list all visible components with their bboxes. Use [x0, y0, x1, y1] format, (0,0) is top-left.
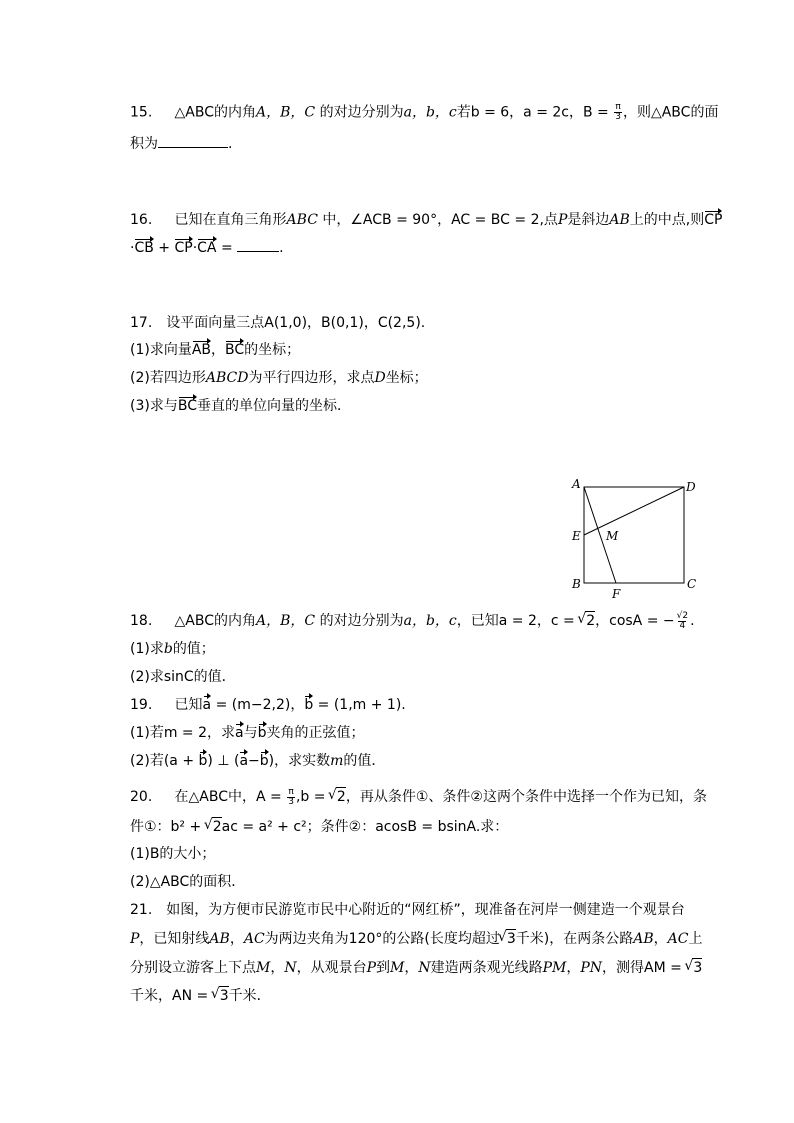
- text: 夹角的正弦值；: [266, 725, 365, 741]
- vector-b: b: [257, 725, 267, 741]
- problem-number: 19.: [130, 697, 153, 713]
- var-b: b: [163, 641, 173, 657]
- text: = (m−2,2)，: [211, 697, 305, 713]
- text: △ABC的内角: [174, 613, 257, 629]
- point-m: M: [256, 960, 271, 976]
- vector-ab: AB: [191, 342, 212, 358]
- text: 件①：b² +: [130, 819, 206, 835]
- vector-cb: CB: [134, 240, 154, 256]
- dot-operator: ·: [130, 240, 135, 256]
- text: (1)求: [130, 641, 164, 657]
- problem-18-q2: [130, 668, 236, 686]
- text: ，已知射线: [139, 931, 210, 947]
- fraction-denominator: 3: [615, 112, 621, 122]
- text: 17. 设平面向量三点A(1,0)，B(0,1)，C(2,5).: [130, 315, 426, 331]
- problem-19-line-1: [130, 696, 406, 714]
- sqrt-radicand: √ 2: [585, 611, 595, 630]
- segment-ab: AB: [609, 212, 630, 228]
- vector-b: b: [259, 753, 269, 769]
- fraction-numerator: π: [615, 102, 621, 112]
- text: .: [690, 613, 695, 629]
- text: 千米，AN =: [130, 988, 213, 1004]
- problem-number: 15.: [130, 104, 153, 121]
- text: 坐标；: [385, 370, 428, 386]
- angle-vars: A，B，C: [256, 104, 316, 121]
- text: ，测得AM =: [602, 960, 687, 976]
- text: 建造两条观光线路: [430, 960, 543, 976]
- text: 中，∠ACB = 90°，AC = BC = 2,点: [322, 212, 558, 228]
- problem-20-line-1: [130, 787, 707, 807]
- text: ，再从条件①、条件②这两个条件中选择一个作为已知，条: [345, 789, 707, 805]
- segment-pn: PN: [580, 960, 603, 976]
- text: (1)B的大小；: [130, 846, 216, 862]
- text: )，求实数: [268, 753, 331, 769]
- ray-ac: AC: [667, 931, 689, 947]
- vector-ca: CA: [197, 240, 217, 256]
- label-m: M: [606, 529, 619, 543]
- angle-vars: A，B，C: [256, 613, 316, 629]
- problem-21-line-1: [130, 901, 685, 919]
- vector-cp: CP: [174, 240, 193, 256]
- text: = (1,m + 1).: [313, 697, 406, 713]
- problem-18-q1: [130, 640, 215, 658]
- problem-18-line-1: [130, 611, 695, 631]
- text: 上的中点,则: [629, 212, 705, 228]
- square-diagram: [566, 476, 706, 601]
- text: ，: [211, 342, 226, 358]
- text: (2)若四边形: [130, 370, 206, 386]
- text: ，cosA = −: [595, 613, 675, 629]
- text: .: [279, 240, 284, 256]
- text: 垂直的单位向量的坐标．: [196, 398, 351, 414]
- triangle-name: ABC: [286, 212, 318, 228]
- problem-20-line-2: [130, 817, 508, 836]
- var-m: m: [330, 753, 344, 769]
- point-n: N: [284, 960, 297, 976]
- problem-16-line-1: [130, 211, 722, 229]
- problem-number: 16.: [130, 212, 153, 228]
- problem-15-line-1: [130, 103, 718, 122]
- vector-b: b: [304, 697, 314, 713]
- text: 的坐标；: [244, 342, 301, 358]
- vector-a: a: [202, 697, 212, 713]
- dot-operator: ·: [192, 240, 198, 256]
- text: 已知在直角三角形: [174, 212, 287, 228]
- problem-21-line-2: [130, 929, 702, 948]
- sqrt-radicand: √ 3: [219, 986, 229, 1005]
- sqrt-radicand: √ 3: [692, 958, 702, 977]
- line-ed: [584, 487, 684, 535]
- text: .: [228, 136, 233, 152]
- side-vars: a，b，c: [403, 613, 457, 629]
- text: (3)求与: [130, 398, 178, 414]
- vector-a: a: [239, 753, 249, 769]
- text: (1)求向量: [130, 342, 192, 358]
- segment-pm: PM: [542, 960, 567, 976]
- text: 已知: [174, 697, 203, 713]
- label-f: F: [612, 587, 621, 601]
- text: −: [248, 753, 260, 769]
- problem-15-line-2: [130, 135, 232, 153]
- point-p: P: [557, 212, 568, 228]
- sqrt-radicand: √ 3: [506, 929, 516, 948]
- fraction-numerator: √2: [676, 610, 689, 621]
- text: 积为: [130, 136, 158, 152]
- point-p: P: [130, 931, 140, 947]
- vector-a: a: [235, 725, 244, 741]
- label-c: C: [687, 577, 697, 591]
- problem-21-line-3: [130, 958, 702, 977]
- text: 的值．: [343, 753, 386, 769]
- text: ，从观景台: [296, 960, 367, 976]
- problem-number: 20.: [130, 789, 153, 805]
- text: 的对边分别为: [319, 104, 404, 121]
- text: (2)△ABC的面积．: [130, 874, 246, 890]
- problem-17-q2: [130, 369, 428, 387]
- problem-19-q2: [130, 752, 385, 770]
- text: 为平行四边形，求点: [248, 370, 375, 386]
- point-p: P: [366, 960, 377, 976]
- fraction-numerator: π: [288, 786, 294, 797]
- quadrilateral-name: ABCD: [205, 370, 249, 386]
- equals: =: [216, 240, 238, 256]
- problem-20-q2: [130, 873, 245, 891]
- ray-ab: AB: [633, 931, 654, 947]
- text: ，已知a = 2，c =: [456, 613, 580, 629]
- fraction: [676, 612, 689, 631]
- label-e: E: [572, 529, 581, 543]
- sqrt-radicand: √ 2: [212, 817, 222, 836]
- fraction-denominator: 3: [288, 796, 294, 807]
- text: ，: [270, 960, 285, 976]
- text: ,b =: [295, 789, 330, 805]
- text: 与: [243, 725, 258, 741]
- fraction: [287, 788, 295, 807]
- label-a: A: [572, 477, 581, 491]
- text: ac = a² + c²；条件②：acosB = bsinA.求：: [221, 819, 509, 835]
- text: 到: [376, 960, 391, 976]
- fraction-denominator: 4: [679, 620, 686, 631]
- text: 千米)，在两条公路: [515, 931, 634, 947]
- problem-19-q1: [130, 724, 365, 742]
- text: ) ⊥ (: [207, 753, 240, 769]
- problem-21-line-4: [130, 986, 271, 1005]
- point-d: D: [374, 370, 386, 386]
- text: 在△ABC中，A =: [174, 789, 287, 805]
- label-d: D: [686, 480, 696, 494]
- square-outline: [584, 487, 684, 583]
- text: △ABC的内角: [174, 104, 257, 121]
- text: (1)若m = 2，求: [130, 725, 236, 741]
- text: 21. 如图，为方便市民游览市民中心附近的“网红桥”，现准备在河岸一侧建造一个观景台: [130, 902, 685, 918]
- text: 千米．: [228, 988, 271, 1004]
- text: 上: [688, 931, 703, 947]
- side-vars: a，b，c: [403, 104, 457, 121]
- text: ，: [404, 960, 419, 976]
- text: ，: [566, 960, 581, 976]
- answer-blank: [237, 239, 279, 252]
- point-m: M: [390, 960, 405, 976]
- vector-cp: CP: [704, 212, 723, 228]
- problem-17-head: [130, 314, 425, 332]
- text: (2)求sinC的值．: [130, 669, 236, 685]
- ray-ac: AC: [243, 931, 265, 947]
- text: ，: [229, 931, 244, 947]
- vector-bc: BC: [177, 398, 197, 414]
- problem-number: 18.: [130, 613, 153, 629]
- vector-b: b: [198, 753, 208, 769]
- problem-20-q1: [130, 845, 215, 863]
- plus-operator: +: [153, 240, 175, 256]
- text: ，: [653, 931, 668, 947]
- text: 若b = 6，a = 2c，B =: [456, 104, 614, 121]
- point-n: N: [418, 960, 431, 976]
- text: 的值；: [172, 641, 215, 657]
- ray-ab: AB: [209, 931, 230, 947]
- text: 为两边夹角为120°的公路(长度均超过: [264, 931, 500, 947]
- sqrt-radicand: √ 2: [336, 787, 346, 806]
- problem-16-line-2: [130, 239, 284, 257]
- text: 分别设立游客上下点: [130, 960, 256, 976]
- text: ，则△ABC的面: [622, 104, 719, 121]
- vector-bc: BC: [225, 342, 245, 358]
- label-b: B: [572, 577, 581, 591]
- text: 的对边分别为: [319, 613, 404, 629]
- text: (2)若(a +: [130, 753, 199, 769]
- answer-blank: [158, 135, 228, 148]
- text: 是斜边: [567, 212, 610, 228]
- fraction: [614, 103, 622, 122]
- problem-17-q3: [130, 397, 351, 415]
- problem-17-q1: [130, 341, 300, 359]
